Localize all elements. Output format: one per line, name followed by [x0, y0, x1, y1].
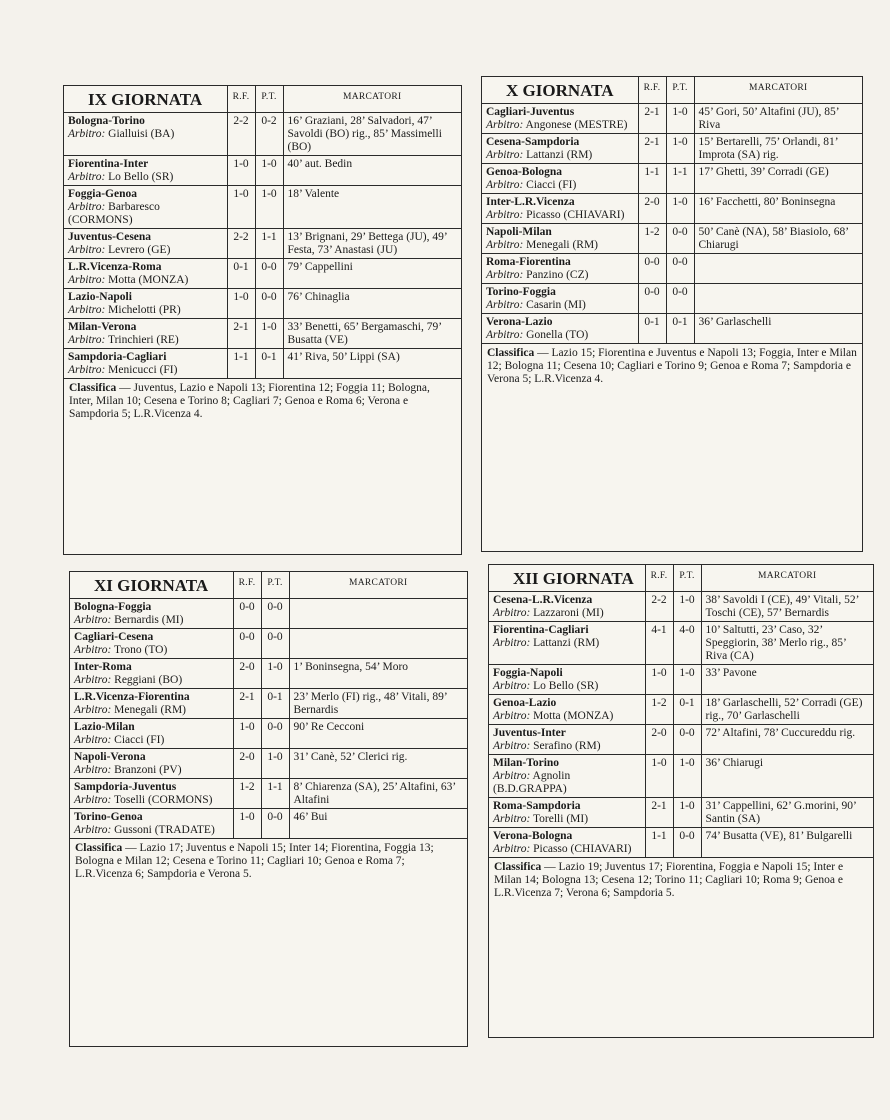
match-row [489, 665, 873, 695]
referee: Toselli (CORMONS) [113, 794, 213, 806]
match-teams: Milan-Torino [493, 757, 560, 769]
referee: Gonella (TO) [526, 329, 589, 341]
arbitro-label: Arbitro: [486, 299, 524, 311]
match-row [64, 349, 461, 379]
final-score: 2-1 [233, 689, 261, 719]
arbitro-label: Arbitro: [74, 674, 112, 686]
results-table [489, 565, 873, 858]
referee: Panzino (CZ) [526, 269, 589, 281]
scorers: 17’ Ghetti, 39’ Corradi (GE) [694, 164, 862, 194]
half-time-score: 0-0 [255, 289, 283, 319]
final-score: 0-0 [638, 284, 666, 314]
match-row [70, 629, 467, 659]
match-teams: Fiorentina-Cagliari [493, 624, 589, 636]
half-time-score: 1-0 [261, 749, 289, 779]
arbitro-label: Arbitro: [493, 813, 531, 825]
match-teams: Inter-L.R.Vicenza [486, 196, 575, 208]
arbitro-label: Arbitro: [486, 149, 524, 161]
match-row [70, 719, 467, 749]
match-teams: Inter-Roma [74, 661, 132, 673]
half-time-score: 1-0 [261, 659, 289, 689]
arbitro-label: Arbitro: [486, 179, 524, 191]
scorers: 76’ Chinaglia [283, 289, 461, 319]
match-teams: Sampdoria-Cagliari [68, 351, 167, 363]
match-row [482, 164, 862, 194]
pt-header: P.T. [673, 565, 701, 592]
match-teams: Torino-Foggia [486, 286, 556, 298]
arbitro-label: Arbitro: [486, 269, 524, 281]
half-time-score: 1-0 [255, 319, 283, 349]
giornata-ix-panel [63, 85, 462, 555]
arbitro-label: Arbitro: [68, 201, 106, 213]
giornata-x-panel [481, 76, 863, 552]
half-time-score: 1-0 [666, 104, 694, 134]
scorers: 31’ Canè, 52’ Clerici rig. [289, 749, 467, 779]
arbitro-label: Arbitro: [68, 364, 106, 376]
giornata-xii-panel [488, 564, 874, 1038]
referee: Menegali (RM) [114, 704, 187, 716]
referee: Menicucci (FI) [108, 364, 178, 376]
match-teams: Milan-Verona [68, 321, 137, 333]
half-time-score: 0-1 [666, 314, 694, 344]
match-row [489, 725, 873, 755]
arbitro-label: Arbitro: [493, 740, 531, 752]
final-score: 0-0 [638, 254, 666, 284]
scorers: 41’ Riva, 50’ Lippi (SA) [283, 349, 461, 379]
match-teams: Cagliari-Juventus [486, 106, 575, 118]
final-score: 4-1 [645, 622, 673, 665]
referee: Lattanzi (RM) [526, 149, 593, 161]
scorers: 46’ Bui [289, 809, 467, 839]
scorers: 90’ Re Cecconi [289, 719, 467, 749]
match-row [70, 659, 467, 689]
match-teams: Foggia-Genoa [68, 188, 137, 200]
half-time-score: 0-0 [261, 599, 289, 629]
referee: Angonese (MESTRE) [525, 119, 628, 131]
classifica [482, 344, 862, 389]
match-teams: Napoli-Verona [74, 751, 146, 763]
arbitro-label: Arbitro: [68, 274, 106, 286]
arbitro-label: Arbitro: [486, 209, 524, 221]
referee: Picasso (CHIAVARI) [533, 843, 632, 855]
rf-header: R.F. [638, 77, 666, 104]
final-score: 2-2 [227, 229, 255, 259]
final-score: 2-2 [227, 113, 255, 156]
match-teams: Roma-Sampdoria [493, 800, 581, 812]
arbitro-label: Arbitro: [486, 119, 524, 131]
referee: Trinchieri (RE) [107, 334, 179, 346]
arbitro-label: Arbitro: [493, 680, 531, 692]
final-score: 1-1 [638, 164, 666, 194]
match-row [489, 798, 873, 828]
arbitro-label: Arbitro: [68, 171, 106, 183]
arbitro-label: Arbitro: [68, 304, 106, 316]
referee: Gialluisi (BA) [108, 128, 175, 140]
referee: Branzoni (PV) [114, 764, 182, 776]
half-time-score: 4-0 [673, 622, 701, 665]
referee: Picasso (CHIAVARI) [526, 209, 625, 221]
half-time-score: 0-0 [666, 284, 694, 314]
referee: Lazzaroni (MI) [533, 607, 604, 619]
arbitro-label: Arbitro: [74, 824, 112, 836]
final-score: 1-0 [227, 289, 255, 319]
half-time-score: 0-0 [255, 259, 283, 289]
scorers: 36’ Garlaschelli [694, 314, 862, 344]
referee: Agnolin (B.D.GRAPPA) [493, 770, 571, 795]
referee: Lattanzi (RM) [533, 637, 600, 649]
half-time-score: 0-0 [666, 254, 694, 284]
scorers: 16’ Graziani, 28’ Salvadori, 47’ Savoldi (BO) rig., 85’ Massimelli (BO) [283, 113, 461, 156]
referee: Trono (TO) [113, 644, 168, 656]
scorers: 33’ Pavone [701, 665, 873, 695]
scorers: 72’ Altafini, 78’ Cuccureddu rig. [701, 725, 873, 755]
match-teams: Cagliari-Cesena [74, 631, 154, 643]
half-time-score: 1-0 [255, 186, 283, 229]
final-score: 0-0 [233, 629, 261, 659]
referee: Torelli (MI) [532, 813, 589, 825]
final-score: 1-2 [645, 695, 673, 725]
pt-header: P.T. [255, 86, 283, 113]
referee: Lo Bello (SR) [108, 171, 174, 183]
half-time-score: 0-2 [255, 113, 283, 156]
scorers: 8’ Chiarenza (SA), 25’ Altafini, 63’ Altafini [289, 779, 467, 809]
scorers: 1’ Boninsegna, 54’ Moro [289, 659, 467, 689]
match-teams: Sampdoria-Juventus [74, 781, 177, 793]
match-teams: Genoa-Bologna [486, 166, 563, 178]
arbitro-label: Arbitro: [493, 637, 531, 649]
final-score: 2-2 [645, 592, 673, 622]
pt-header: P.T. [261, 572, 289, 599]
final-score: 1-0 [645, 755, 673, 798]
half-time-score: 0-0 [673, 828, 701, 858]
half-time-score: 0-0 [673, 725, 701, 755]
match-row [489, 695, 873, 725]
referee: Menegali (RM) [526, 239, 599, 251]
marcatori-header: MARCATORI [289, 572, 467, 599]
classifica-label: Classifica [487, 347, 535, 359]
referee: Motta (MONZA) [108, 274, 189, 286]
half-time-score: 1-1 [261, 779, 289, 809]
half-time-score: 1-0 [666, 194, 694, 224]
rf-header: R.F. [233, 572, 261, 599]
match-row [64, 259, 461, 289]
arbitro-label: Arbitro: [74, 704, 112, 716]
final-score: 1-0 [227, 186, 255, 229]
scorers: 18’ Valente [283, 186, 461, 229]
referee: Serafino (RM) [533, 740, 601, 752]
final-score: 1-2 [233, 779, 261, 809]
match-teams: L.R.Vicenza-Fiorentina [74, 691, 190, 703]
classifica-label: Classifica [69, 382, 117, 394]
half-time-score: 1-0 [666, 134, 694, 164]
referee: Gussoni (TRADATE) [114, 824, 215, 836]
arbitro-label: Arbitro: [493, 843, 531, 855]
giornata-title: XI GIORNATA [70, 572, 233, 599]
match-row [482, 224, 862, 254]
match-teams: Juventus-Cesena [68, 231, 152, 243]
referee: Bernardis (MI) [114, 614, 184, 626]
half-time-score: 1-1 [666, 164, 694, 194]
half-time-score: 0-0 [261, 719, 289, 749]
match-row [64, 289, 461, 319]
final-score: 1-1 [645, 828, 673, 858]
classifica-text: — Lazio 19; Juventus 17; Fiorentina, Foggia e Napoli 15; Inter e Milan 14; Bologna 13; Cesena 12; Torino 11; Cagliari 10; Roma 9; Genoa e L.R.Vicenza 7; Verona 6; Sampdoria 5. [494, 861, 844, 899]
match-row [482, 194, 862, 224]
final-score: 0-0 [233, 599, 261, 629]
match-teams: Foggia-Napoli [493, 667, 563, 679]
referee: Michelotti (PR) [108, 304, 181, 316]
scorers: 38’ Savoldi I (CE), 49’ Vitali, 52’ Toschi (CE), 57’ Bernardis [701, 592, 873, 622]
scorers: 40’ aut. Bedin [283, 156, 461, 186]
referee: Ciacci (FI) [114, 734, 165, 746]
marcatori-header: MARCATORI [694, 77, 862, 104]
arbitro-label: Arbitro: [68, 334, 106, 346]
arbitro-label: Arbitro: [68, 128, 106, 140]
referee: Lo Bello (SR) [533, 680, 599, 692]
referee: Ciacci (FI) [526, 179, 577, 191]
marcatori-header: MARCATORI [701, 565, 873, 592]
final-score: 1-1 [227, 349, 255, 379]
classifica [70, 839, 467, 884]
giornata-title: IX GIORNATA [64, 86, 227, 113]
referee: Casarin (MI) [526, 299, 586, 311]
match-row [70, 749, 467, 779]
match-row [64, 319, 461, 349]
match-row [70, 809, 467, 839]
classifica-label: Classifica [75, 842, 123, 854]
final-score: 2-1 [638, 104, 666, 134]
arbitro-label: Arbitro: [68, 244, 106, 256]
marcatori-header: MARCATORI [283, 86, 461, 113]
match-teams: Juventus-Inter [493, 727, 566, 739]
match-row [482, 284, 862, 314]
match-teams: Lazio-Milan [74, 721, 135, 733]
match-teams: Fiorentina-Inter [68, 158, 149, 170]
match-row [489, 592, 873, 622]
scorers: 13’ Brignani, 29’ Bettega (JU), 49’ Festa, 73’ Anastasi (JU) [283, 229, 461, 259]
results-table [70, 572, 467, 839]
scorers: 79’ Cappellini [283, 259, 461, 289]
final-score: 1-0 [645, 665, 673, 695]
referee: Motta (MONZA) [533, 710, 614, 722]
match-teams: Cesena-L.R.Vicenza [493, 594, 593, 606]
final-score: 1-0 [233, 719, 261, 749]
giornata-title: X GIORNATA [482, 77, 638, 104]
match-row [489, 828, 873, 858]
scorers: 33’ Benetti, 65’ Bergamaschi, 79’ Busatta (VE) [283, 319, 461, 349]
match-teams: Bologna-Foggia [74, 601, 152, 613]
results-table [482, 77, 862, 344]
final-score: 0-1 [638, 314, 666, 344]
scorers: 74’ Busatta (VE), 81’ Bulgarelli [701, 828, 873, 858]
match-row [70, 599, 467, 629]
arbitro-label: Arbitro: [486, 329, 524, 341]
half-time-score: 1-0 [673, 592, 701, 622]
match-teams: Torino-Genoa [74, 811, 143, 823]
match-teams: Roma-Fiorentina [486, 256, 571, 268]
referee: Reggiani (BO) [114, 674, 183, 686]
results-table [64, 86, 461, 379]
half-time-score: 0-1 [255, 349, 283, 379]
scorers: 16’ Facchetti, 80’ Boninsegna [694, 194, 862, 224]
match-row [482, 134, 862, 164]
final-score: 0-1 [227, 259, 255, 289]
classifica-label: Classifica [494, 861, 542, 873]
rf-header: R.F. [645, 565, 673, 592]
classifica-text: — Lazio 15; Fiorentina e Juventus e Napoli 13; Foggia, Inter e Milan 12; Bologna 11; Cesena 10; Cagliari e Torino 9; Genoa e Roma 7; Sampdoria e Verona 5; L.R.Vicenza 4. [487, 347, 857, 385]
half-time-score: 0-1 [673, 695, 701, 725]
final-score: 2-0 [638, 194, 666, 224]
arbitro-label: Arbitro: [493, 770, 531, 782]
final-score: 2-1 [227, 319, 255, 349]
giornata-title: XII GIORNATA [489, 565, 645, 592]
arbitro-label: Arbitro: [74, 644, 112, 656]
scorers [289, 599, 467, 629]
pt-header: P.T. [666, 77, 694, 104]
match-teams: L.R.Vicenza-Roma [68, 261, 162, 273]
arbitro-label: Arbitro: [74, 794, 112, 806]
half-time-score: 0-1 [261, 689, 289, 719]
final-score: 2-0 [233, 749, 261, 779]
half-time-score: 1-0 [673, 665, 701, 695]
final-score: 2-1 [638, 134, 666, 164]
match-row [482, 314, 862, 344]
match-row [489, 755, 873, 798]
giornata-xi-panel [69, 571, 468, 1047]
scorers [694, 284, 862, 314]
scorers: 31’ Cappellini, 62’ G.morini, 90’ Santin (SA) [701, 798, 873, 828]
match-teams: Lazio-Napoli [68, 291, 132, 303]
scorers: 45’ Gori, 50’ Altafini (JU), 85’ Riva [694, 104, 862, 134]
half-time-score: 0-0 [261, 809, 289, 839]
match-row [64, 186, 461, 229]
match-teams: Verona-Lazio [486, 316, 553, 328]
match-row [70, 779, 467, 809]
match-row [64, 229, 461, 259]
half-time-score: 1-0 [673, 798, 701, 828]
half-time-score: 0-0 [261, 629, 289, 659]
final-score: 1-0 [227, 156, 255, 186]
match-teams: Cesena-Sampdoria [486, 136, 580, 148]
referee: Barbaresco (CORMONS) [68, 201, 160, 226]
arbitro-label: Arbitro: [486, 239, 524, 251]
scorers [289, 629, 467, 659]
scorers [694, 254, 862, 284]
match-teams: Napoli-Milan [486, 226, 552, 238]
match-row [489, 622, 873, 665]
final-score: 2-1 [645, 798, 673, 828]
final-score: 1-2 [638, 224, 666, 254]
rf-header: R.F. [227, 86, 255, 113]
half-time-score: 1-0 [673, 755, 701, 798]
final-score: 2-0 [233, 659, 261, 689]
half-time-score: 1-0 [255, 156, 283, 186]
arbitro-label: Arbitro: [74, 734, 112, 746]
scorers: 23’ Merlo (FI) rig., 48’ Vitali, 89’ Bernardis [289, 689, 467, 719]
half-time-score: 0-0 [666, 224, 694, 254]
match-teams: Bologna-Torino [68, 115, 145, 127]
arbitro-label: Arbitro: [493, 607, 531, 619]
match-row [64, 113, 461, 156]
match-teams: Verona-Bologna [493, 830, 573, 842]
match-row [70, 689, 467, 719]
scorers: 10’ Saltutti, 23’ Caso, 32’ Speggiorin, 38’ Merlo rig., 85’ Riva (CA) [701, 622, 873, 665]
classifica [489, 858, 873, 903]
classifica-text: — Lazio 17; Juventus e Napoli 15; Inter 14; Fiorentina, Foggia 13; Bologna e Milan 12; Cesena e Torino 11; Cagliari 10; Genoa e Roma 7; L.R.Vicenza 6; Sampdoria e Verona 5. [75, 842, 434, 880]
scorers: 36’ Chiarugi [701, 755, 873, 798]
match-row [482, 254, 862, 284]
arbitro-label: Arbitro: [74, 764, 112, 776]
final-score: 1-0 [233, 809, 261, 839]
referee: Levrero (GE) [108, 244, 171, 256]
classifica-text: — Juventus, Lazio e Napoli 13; Fiorentina 12; Foggia 11; Bologna, Inter, Milan 10; Cesena e Torino 8; Cagliari 7; Genoa e Roma 6; Verona e Sampdoria 5; L.R.Vicenza 4. [69, 382, 430, 420]
match-row [64, 156, 461, 186]
classifica [64, 379, 461, 424]
arbitro-label: Arbitro: [493, 710, 531, 722]
match-row [482, 104, 862, 134]
scorers: 18’ Garlaschelli, 52’ Corradi (GE) rig., 70’ Garlaschelli [701, 695, 873, 725]
scorers: 50’ Canè (NA), 58’ Biasiolo, 68’ Chiarugi [694, 224, 862, 254]
arbitro-label: Arbitro: [74, 614, 112, 626]
half-time-score: 1-1 [255, 229, 283, 259]
final-score: 2-0 [645, 725, 673, 755]
scorers: 15’ Bertarelli, 75’ Orlandi, 81’ Improta (SA) rig. [694, 134, 862, 164]
match-teams: Genoa-Lazio [493, 697, 557, 709]
